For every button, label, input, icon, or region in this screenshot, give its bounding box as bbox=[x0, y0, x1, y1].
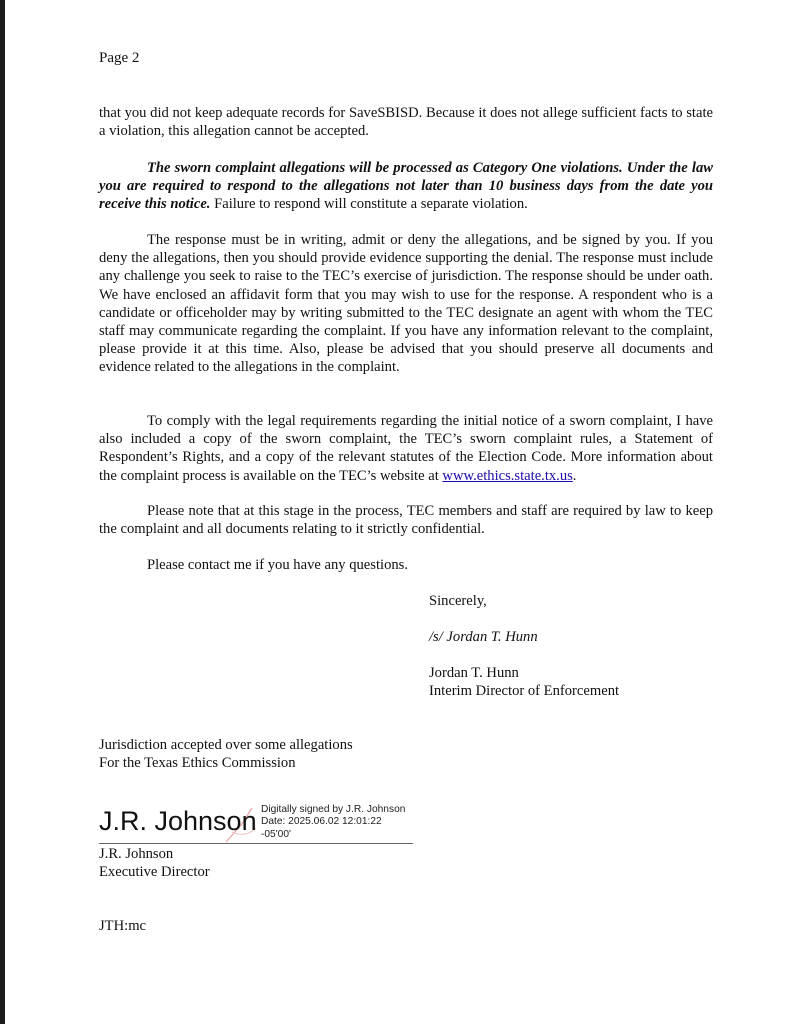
digital-signature-date: Date: 2025.06.02 12:01:22 bbox=[261, 816, 382, 828]
legal-requirements-text: To comply with the legal requirements regarding the initial notice of a sworn complaint, I have also included a copy of the sworn complaint, the TEC’s sworn complaint rules, a Statement of Respondent’s Rights, and a copy of the relevant statutes of the Election Code. More information about the complaint process is available on the TEC’s website at bbox=[99, 413, 713, 484]
page-number: Page 2 bbox=[99, 50, 140, 66]
category-one-bold-text: The sworn complaint allegations will be processed as Category One violations. Under the law you are required to respond to the allegations not later than 10 business days from the date you receive this notice. bbox=[99, 160, 713, 213]
signoff-title: Interim Director of Enforcement bbox=[429, 683, 620, 699]
paragraph-confidentiality: Please note that at this stage in the process, TEC members and staff are required by law to keep the complaint and all documents relating to it strictly confidential. bbox=[99, 503, 713, 538]
failure-to-respond-text: Failure to respond will constitute a separate violation. bbox=[210, 196, 528, 213]
commission-line: For the Texas Ethics Commission bbox=[99, 755, 296, 771]
reference-initials: JTH:mc bbox=[99, 918, 147, 934]
legal-requirements-end: . bbox=[572, 467, 577, 484]
viewer-left-edge bbox=[0, 0, 5, 1024]
paragraph-legal-requirements bbox=[99, 412, 713, 485]
signer-title: Executive Director bbox=[99, 864, 210, 880]
paragraph-allegation-rejected: that you did not keep adequate records for SaveSBISD. Because it does not allege sufficient facts to state a violation, this allegation cannot be accepted. bbox=[99, 105, 713, 140]
digital-signature-name[interactable]: J.R. Johnson bbox=[99, 806, 257, 836]
digital-signature-signed-by: Digitally signed by J.R. Johnson bbox=[261, 804, 406, 815]
digital-signature-timezone: -05'00' bbox=[261, 828, 291, 840]
closing: Sincerely, bbox=[429, 593, 487, 609]
signer-name: J.R. Johnson bbox=[99, 846, 174, 862]
digital-signature-details[interactable] bbox=[261, 804, 405, 841]
jurisdiction-statement: Jurisdiction accepted over some allegations bbox=[99, 737, 353, 753]
paragraph-contact: Please contact me if you have any questions. bbox=[147, 557, 408, 573]
electronic-signature: /s/ Jordan T. Hunn bbox=[429, 629, 538, 645]
paragraph-category-one-notice bbox=[99, 159, 713, 214]
signature-line bbox=[99, 843, 413, 844]
tec-website-link[interactable]: www.ethics.state.tx.us bbox=[442, 467, 573, 484]
signoff-name: Jordan T. Hunn bbox=[429, 665, 519, 681]
paragraph-response-requirements: The response must be in writing, admit or deny the allegations, and be signed by you. If you deny the allegations, then you should provide evidence supporting the denial. The response must include any challenge you seek to raise to the TEC’s exercise of jurisdiction. The response should be under oath. We have enclosed an affidavit form that you may wish to use for the response. A respondent who is a candidate or officeholder may by writing submitted to the TEC designate an agent with whom the TEC staff may communicate regarding the complaint. If you have any information relevant to the complaint, please provide it at this time. Also, please be advised that you should preserve all documents and evidence related to the allegations in the complaint. bbox=[99, 232, 713, 376]
